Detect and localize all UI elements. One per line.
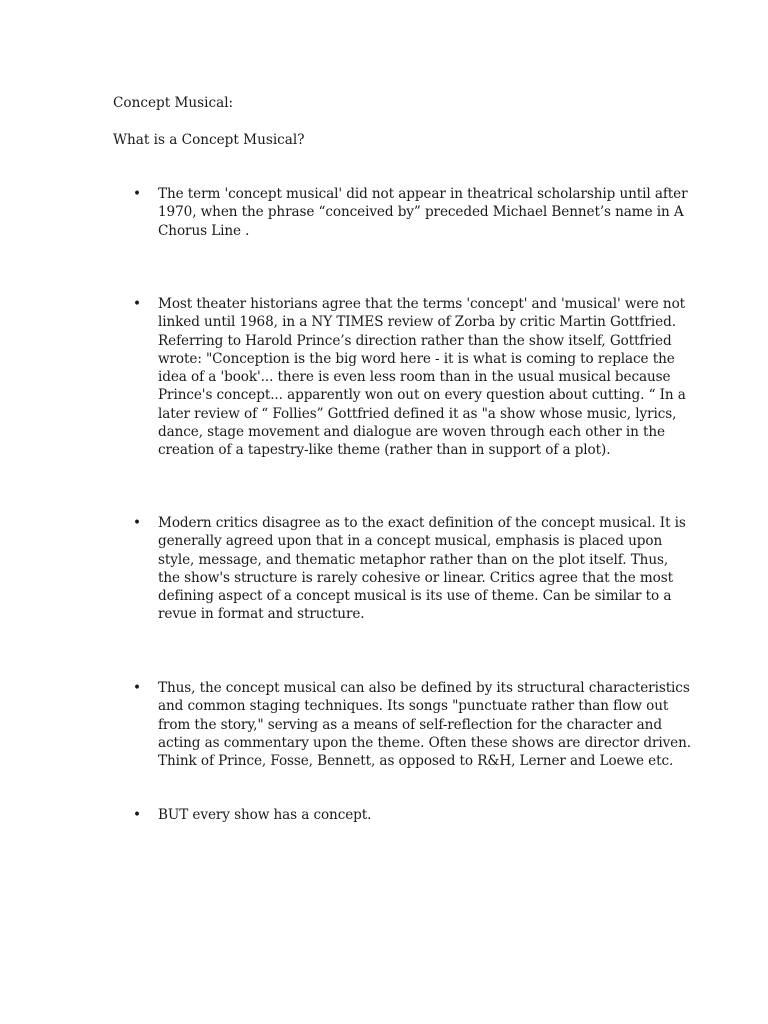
text-line: style, message, and thematic metaphor rather than on the plot itself. Thus, bbox=[158, 551, 669, 568]
text-line: acting as commentary upon the theme. Often these shows are director driven. bbox=[158, 734, 691, 751]
bullet-text bbox=[158, 806, 658, 824]
text-line: wrote: "Conception is the big word here - it is what is coming to replace the bbox=[158, 350, 675, 367]
text-line: later review of “ Follies” Gottfried defined it as "a show whose music, lyrics, bbox=[158, 405, 677, 422]
text-line: revue in format and structure. bbox=[158, 606, 365, 623]
bullet-text bbox=[158, 185, 688, 240]
text-line: and common staging techniques. Its songs "punctuate rather than flow out bbox=[158, 698, 669, 715]
bullet-text bbox=[158, 679, 691, 770]
text-line: Think of Prince, Fosse, Bennett, as opposed to R&H, Lerner and Loewe etc. bbox=[158, 753, 674, 770]
text-line: creation of a tapestry-like theme (rather than in support of a plot). bbox=[158, 442, 611, 459]
bullet-icon: • bbox=[133, 186, 142, 202]
bullet-icon: • bbox=[133, 515, 142, 531]
text-line: the show's structure is rarely cohesive or linear. Critics agree that the most bbox=[158, 569, 673, 586]
text-line: from the story," serving as a means of self-reflection for the character and bbox=[158, 716, 662, 733]
document-title: Concept Musical: bbox=[113, 95, 234, 111]
bullet-icon: • bbox=[133, 680, 142, 696]
text-line: defining aspect of a concept musical is its use of theme. Can be similar to a bbox=[158, 588, 672, 605]
text-line: linked until 1968, in a NY TIMES review of Zorba by critic Martin Gottfried. bbox=[158, 314, 676, 331]
bullet-text bbox=[158, 514, 686, 624]
text-line: Referring to Harold Prince’s direction rather than the show itself, Gottfried bbox=[158, 332, 672, 349]
text-line: BUT every show has a concept. bbox=[158, 807, 372, 823]
document-subtitle: What is a Concept Musical? bbox=[113, 132, 305, 148]
text-line: Prince's concept... apparently won out on every question about cutting. “ In a bbox=[158, 387, 686, 404]
text-line: 1970, when the phrase “conceived by” preceded Michael Bennet’s name in A bbox=[158, 204, 684, 221]
text-line: Most theater historians agree that the terms 'concept' and 'musical' were not bbox=[158, 296, 686, 312]
text-line: dance, stage movement and dialogue are woven through each other in the bbox=[158, 424, 665, 441]
text-line: generally agreed upon that in a concept musical, emphasis is placed upon bbox=[158, 533, 663, 550]
bullet-text bbox=[158, 295, 686, 460]
bullet-icon: • bbox=[133, 296, 142, 312]
text-line: Modern critics disagree as to the exact definition of the concept musical. It is bbox=[158, 515, 686, 531]
bullet-icon: • bbox=[133, 807, 142, 823]
text-line: Chorus Line . bbox=[158, 222, 250, 239]
text-line: The term 'concept musical' did not appear in theatrical scholarship until after bbox=[158, 186, 688, 202]
text-line: Thus, the concept musical can also be defined by its structural characteristics bbox=[158, 680, 690, 696]
text-line: idea of a 'book'... there is even less room than in the usual musical because bbox=[158, 369, 671, 386]
